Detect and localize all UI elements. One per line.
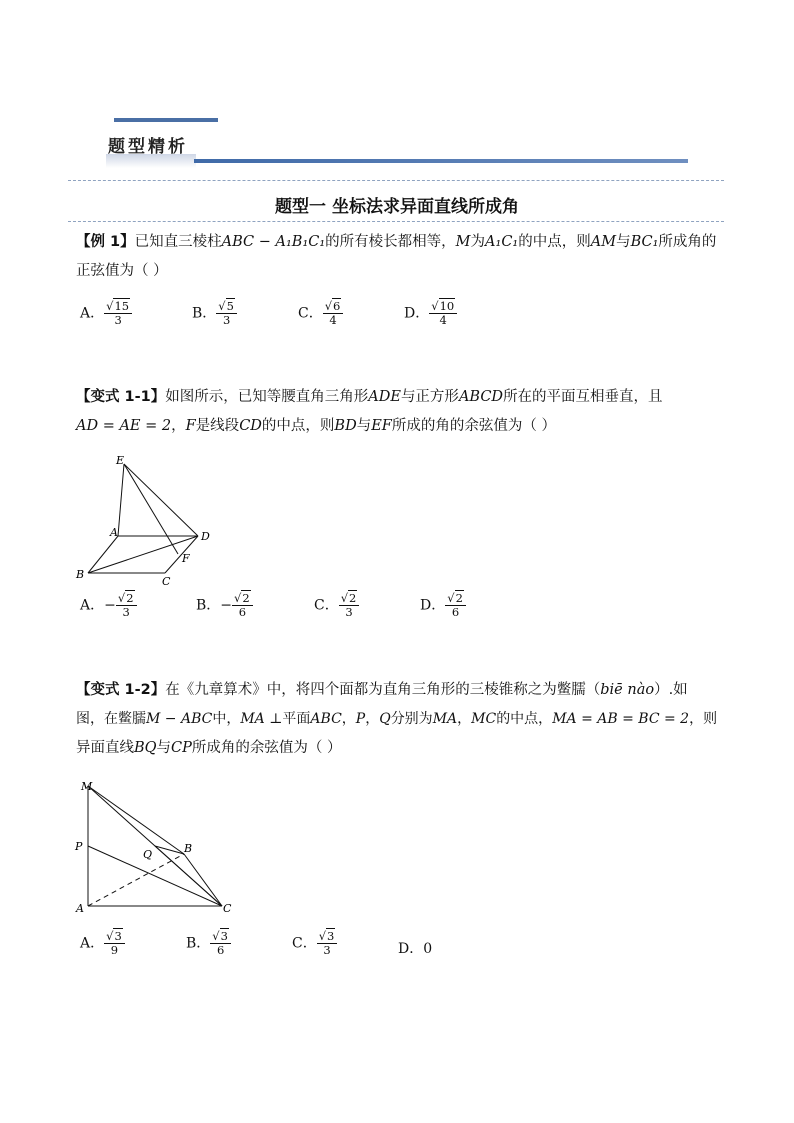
fraction-denominator: 6 <box>216 943 225 957</box>
option-letter: A． <box>80 935 105 952</box>
option-fraction: $\frac{√3}{6}$ <box>210 930 231 957</box>
q1-ac1: A₁C₁ <box>485 234 519 250</box>
q1-text-e: 与 <box>616 234 631 250</box>
edge-ab-hidden <box>88 854 184 906</box>
label-c: C <box>162 575 171 586</box>
question-2 <box>76 383 726 441</box>
q1-m: M <box>455 234 471 250</box>
q3-line2-f: 分别为 <box>390 711 433 727</box>
fraction-denominator: 4 <box>329 313 337 327</box>
q3-p: P <box>355 711 366 727</box>
q2-option-a[interactable] <box>80 592 137 619</box>
fraction-denominator: 9 <box>110 943 119 957</box>
q3-cp: CP <box>171 740 192 756</box>
option-fraction: $\frac{√2}{3}$ <box>116 592 137 619</box>
q3-tet: M − ABC <box>146 711 213 727</box>
fraction-denominator: 3 <box>323 943 331 957</box>
label-f: F <box>182 552 190 565</box>
option-sign: − <box>220 597 233 614</box>
option-letter: A． <box>80 597 105 614</box>
q2-text-d: ， <box>171 418 186 434</box>
q1-prism: ABC − A₁B₁C₁ <box>221 234 326 250</box>
q2-text-b: 与正方形 <box>400 389 459 405</box>
q2-ade: ADE <box>368 389 401 405</box>
q3-line2-h: 的中点， <box>496 711 553 727</box>
q2-eq: AD = AE = 2 <box>76 418 172 434</box>
banner-label: 题型精析 <box>108 137 188 157</box>
question-3-line-1 <box>76 676 726 705</box>
option-fraction: $\frac{√6}{4}$ <box>323 300 344 327</box>
option-letter: B． <box>186 935 211 952</box>
fraction-denominator: 6 <box>238 605 247 619</box>
q1-option-c[interactable] <box>298 300 343 327</box>
edge-bc <box>184 854 222 906</box>
banner-underline <box>194 159 688 163</box>
label-e: E <box>116 454 125 467</box>
option-sign: − <box>104 597 116 614</box>
question-2-line-2 <box>76 412 726 441</box>
option-letter: C． <box>292 935 317 952</box>
q3-option-d[interactable] <box>398 938 432 958</box>
q2-option-c[interactable] <box>314 592 359 619</box>
option-fraction: $\frac{√2}{6}$ <box>232 592 253 619</box>
q3-option-a[interactable] <box>80 930 125 957</box>
fraction-numerator: 2 <box>242 591 250 605</box>
label-b: B <box>184 842 193 855</box>
q2-abcd: ABCD <box>458 389 504 405</box>
q1-option-b[interactable] <box>192 300 237 327</box>
q1-option-d[interactable] <box>404 300 457 327</box>
option-fraction: $\frac{√15}{3}$ <box>104 300 132 327</box>
q3-line3-c: 所成角的余弦值为（ ） <box>191 740 342 756</box>
option-fraction: $\frac{√5}{3}$ <box>216 300 237 327</box>
q3-pinyin: biē nào <box>600 682 655 698</box>
section-title: 题型一 坐标法求异面直线所成角 <box>275 197 519 217</box>
q1-bc1: BC₁ <box>630 234 659 250</box>
edge-pc <box>88 846 222 906</box>
q2-cd: CD <box>239 418 262 434</box>
q2-text-g: 与 <box>356 418 372 434</box>
label-b: B <box>76 568 85 581</box>
banner-top-bar <box>114 118 218 122</box>
q2-text-e: 是线段 <box>195 418 240 434</box>
option-fraction: $\frac{√2}{6}$ <box>445 592 466 619</box>
option-letter: C． <box>298 305 323 322</box>
q1-text-a: 已知直三棱柱 <box>134 234 222 250</box>
q2-text-c: 所在的平面互相垂直，且 <box>503 389 663 405</box>
option-fraction: $\frac{√3}{9}$ <box>104 930 125 957</box>
q2-text-a: 如图所示，已知等腰直角三角形 <box>165 389 369 405</box>
q3-q: Q <box>379 711 391 727</box>
question-1-line-1 <box>76 228 726 257</box>
q2-option-b[interactable] <box>196 592 253 619</box>
option-fraction: $\frac{√3}{3}$ <box>317 930 338 957</box>
fraction-numerator: 2 <box>349 591 357 605</box>
q3-line2-e: ， <box>365 711 380 727</box>
question-2-line-1 <box>76 383 726 412</box>
question-3 <box>76 676 726 763</box>
q3-ma-perp: MA ⊥ <box>240 711 283 727</box>
option-letter: A． <box>80 305 105 322</box>
divider-top <box>68 180 724 181</box>
section-banner <box>106 118 688 168</box>
q3-line2-g: ， <box>457 711 472 727</box>
label-m: M <box>81 780 93 793</box>
edge-mb <box>88 786 184 854</box>
divider-bottom <box>68 221 724 222</box>
q2-text-f: 的中点，则 <box>261 418 335 434</box>
fraction-denominator: 6 <box>451 605 460 619</box>
q3-option-c[interactable] <box>292 930 337 957</box>
fraction-numerator: 2 <box>126 591 134 605</box>
q1-am: AM <box>590 234 617 250</box>
q2-f: F <box>185 418 196 434</box>
question-3-line-3 <box>76 734 726 763</box>
fraction-numerator: 3 <box>327 929 335 943</box>
question-1-tag: 【例 1】 <box>76 234 135 250</box>
label-p: P <box>75 840 83 853</box>
question-1-line-2: 正弦值为（ ） <box>76 263 168 279</box>
fraction-numerator: 6 <box>333 299 341 313</box>
question-3-tag: 【变式 1-2】 <box>76 682 166 698</box>
q3-eq: MA = AB = BC = 2 <box>552 711 690 727</box>
option-letter: C． <box>314 597 339 614</box>
q3-ma: MA <box>432 711 458 727</box>
q3-option-b[interactable] <box>186 930 231 957</box>
fraction-denominator: 3 <box>222 313 231 327</box>
q2-option-d[interactable] <box>420 592 466 619</box>
q3-mc: MC <box>471 711 497 727</box>
q3-line2-i: ，则 <box>689 711 718 727</box>
option-letter: B． <box>196 597 221 614</box>
label-q: Q <box>143 848 153 861</box>
q3-line2-a: 图，在鳖臑 <box>76 711 146 727</box>
q3-line2-b: 中， <box>212 711 241 727</box>
q3-text-a: 在《九章算术》中，将四个面都为直角三角形的三棱锥称之为鳖臑（ <box>165 682 601 698</box>
fraction-denominator: 4 <box>439 313 447 327</box>
q3-line2-d: ， <box>341 711 356 727</box>
question-3-line-2 <box>76 705 726 734</box>
question-2-tag: 【变式 1-1】 <box>76 389 166 405</box>
fraction-numerator: 3 <box>220 929 228 943</box>
fraction-numerator: 15 <box>114 299 130 313</box>
option-value: 0 <box>423 941 433 957</box>
q3-line3-a: 异面直线 <box>76 740 134 756</box>
label-a: A <box>76 902 84 915</box>
option-letter: D． <box>420 597 446 614</box>
q1-text-b: 的所有棱长都相等， <box>325 234 456 250</box>
fraction-denominator: 3 <box>345 605 353 619</box>
figure-1-1 <box>70 452 230 586</box>
q1-text-c: 为 <box>470 234 486 250</box>
edge-qc <box>155 846 222 906</box>
q1-option-a[interactable] <box>80 300 132 327</box>
q2-ef: EF <box>371 418 392 434</box>
fraction-numerator: 2 <box>455 591 463 605</box>
q3-line2-c: 平面 <box>282 711 311 727</box>
edge-ea <box>118 464 124 536</box>
q2-bd: BD <box>334 418 357 434</box>
option-letter: D． <box>398 941 424 957</box>
fraction-numerator: 10 <box>439 299 455 313</box>
label-c: C <box>223 902 232 915</box>
label-a: A <box>110 526 118 539</box>
option-fraction: $\frac{√2}{3}$ <box>339 592 360 619</box>
q1-text-f: 所成角的 <box>658 234 717 250</box>
option-letter: B． <box>192 305 217 322</box>
label-d: D <box>201 530 210 543</box>
fraction-denominator: 3 <box>122 605 130 619</box>
fraction-numerator: 3 <box>114 929 122 943</box>
option-fraction: $\frac{√10}{4}$ <box>429 300 457 327</box>
q1-text-d: 的中点，则 <box>518 234 591 250</box>
figure-1-2 <box>70 776 244 918</box>
fraction-numerator: 5 <box>226 299 234 313</box>
q3-text-b: ）.如 <box>654 682 688 698</box>
fraction-denominator: 3 <box>114 313 122 327</box>
q2-text-h: 所成的角的余弦值为（ ） <box>391 418 556 434</box>
option-letter: D． <box>404 305 430 322</box>
q3-abc: ABC <box>310 711 342 727</box>
q3-line3-b: 与 <box>156 740 172 756</box>
question-1 <box>76 228 726 286</box>
q3-bq: BQ <box>134 740 157 756</box>
